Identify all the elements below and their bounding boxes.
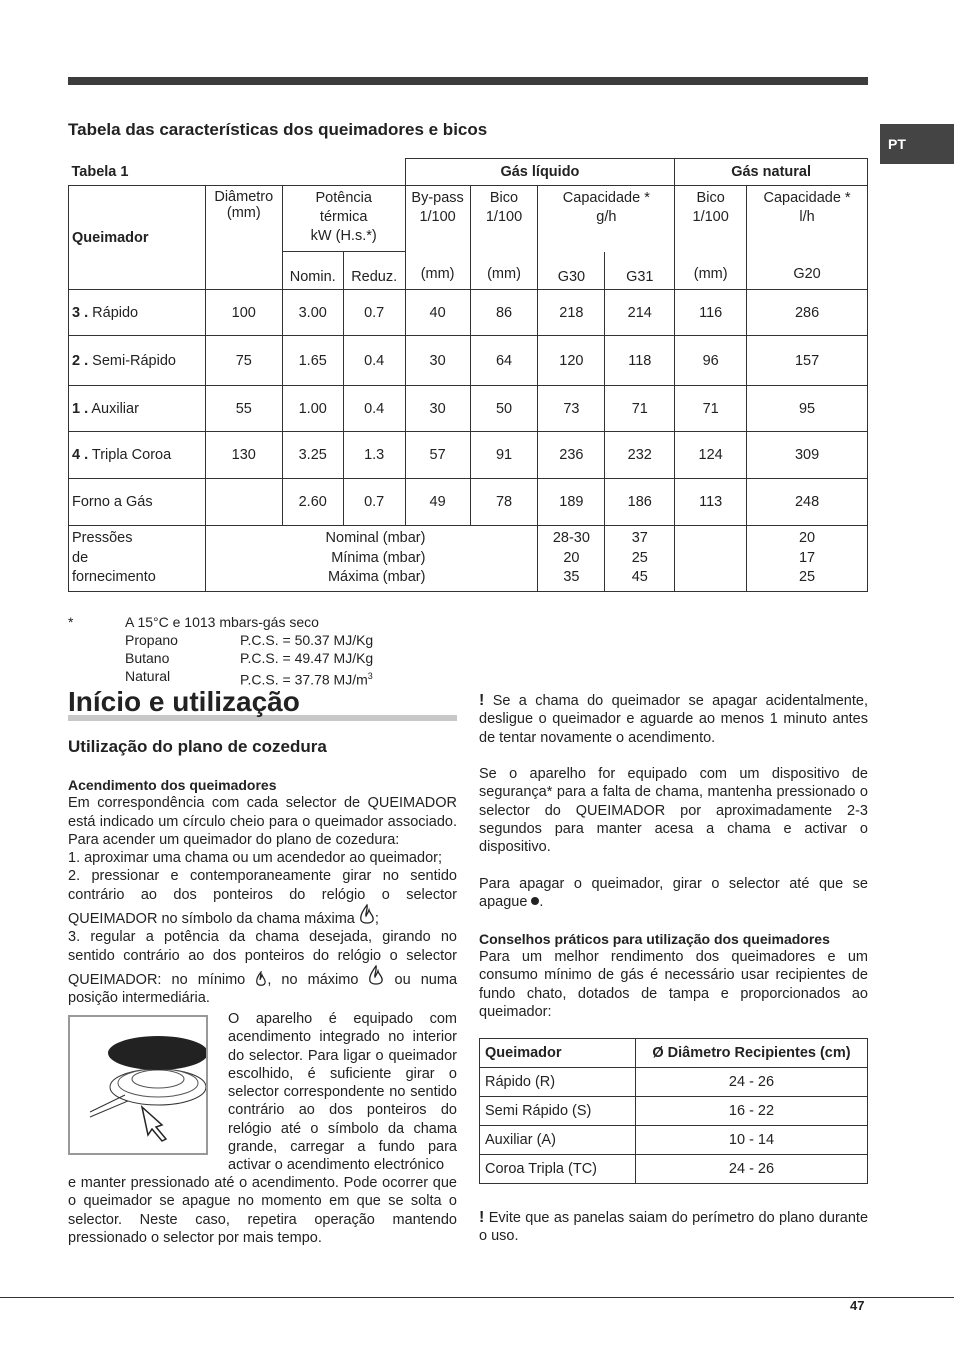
warning-icon: ! [479,1209,485,1226]
language-tab: PT [880,124,954,164]
section-title: Tabela das características dos queimadores e bicos [68,120,488,139]
table-row: Rápido (R) 24 - 26 [480,1068,868,1097]
table-label: Tabela 1 [71,163,129,180]
header-capacidade-liquid: Capacidade * g/h [538,186,675,252]
header-reduz: Reduz. [343,252,405,290]
ignition-heading: Acendimento dos queimadores [68,777,277,793]
right-column: ! Se a chama do queimador se apagar acidentalmente, desligue o queimador e aguarde ao menos 1 minuto antes de tentar novamente o acendimento. Se o aparelho for equipado com um dispositivo de segurança* para a falta de chama, mantenha pressionado o selector do QUEIMADOR por aproximadamente 2-3 segundos para manter acesa a chama e activar o dispositivo. Para apagar o queimador, girar o selector até que se apague . Conselhos práticos para utilização dos queimadores Para um melhor rendimento dos queimadores e um consumo mínimo de gás é necessário usar recipientes de fundo chato, dotados de tampa e proporcionados ao queimador: [479,692,868,1021]
flame-max-icon [368,965,384,987]
table-row: Forno a Gás 2.60 0.7 49 78 189 186 113 248 [69,479,868,526]
burner-illustration [68,1015,208,1155]
table-row: 3 . Rápido 100 3.00 0.7 40 86 218 214 116 286 [69,290,868,336]
top-rule [68,77,868,85]
pressure-row: Pressões de fornecimento Nominal (mbar) Mínima (mbar) Máxima (mbar) 28-30 20 35 37 25 45 20 17 25 [69,526,868,592]
burner-drawing [70,1017,206,1153]
table-row: 1 . Auxiliar 55 1.00 0.4 30 50 73 71 71 95 [69,386,868,432]
header-nomin: Nomin. [282,252,343,290]
header-bypass: By-pass 1/100 (mm) [405,186,470,290]
flame-max-icon [359,904,375,926]
table-row: Auxiliar (A) 10 - 14 [480,1126,868,1155]
left-column: Acendimento dos queimadores Em correspondência com cada selector de QUEIMADOR está indicado um círculo cheio para o queimador associado. Para acender um queimador do plano de cozedura: 1. aproximar uma chama ou um acendedor ao queimador; 2. pressionar e contemporaneamente girar no sentido contrário ao dos ponteiros do relógio o selector QUEIMADOR no símbolo da chama máxima ; 3. regular a potência da chama desejada, girando no sentido contrário ao dos ponteiros do relógio o selector QUEIMADOR: no mínimo , no máximo ou numa posição intermediária. [68,777,458,1007]
burner-characteristics-table [68,158,868,592]
table-row: 2 . Semi-Rápido 75 1.65 0.4 30 64 120 118 96 157 [69,336,868,386]
header-capacidade-natural: Capacidade * l/h G20 [747,186,868,290]
group-natural-gas: Gás natural [675,159,868,186]
warning-icon: ! [479,692,485,709]
header-bico: Bico 1/100 (mm) [470,186,538,290]
advice-heading: Conselhos práticos para utilização dos queimadores [479,930,830,947]
flame-min-icon [255,971,267,987]
header-g31: G31 [605,252,675,290]
group-liquid-gas: Gás líquido [405,159,675,186]
table-row: Coroa Tripla (TC) 24 - 26 [480,1155,868,1184]
sub-title: Utilização do plano de cozedura [68,737,327,756]
ignition-text: O aparelho é equipado com acendimento integrado no interior do selector. Para ligar o queimador escolhido, é suficiente girar o selector correspondente no sentido contrário ao dos ponteiros do relógio até o símbolo da chama grande, carregar a fundo para activar o acendimento electrónico [228,1011,457,1174]
table-notes: * A 15°C e 1013 mbars-gás seco Propano P.C.S. = 50.37 MJ/Kg Butano P.C.S. = 49.47 MJ/Kg Natural P.C.S. = 37.78 $MJ/m^3$ [68,614,374,688]
main-title: Início e utilização [68,686,300,717]
header-potencia: Potência térmica kW (H.s.*) [282,186,405,252]
bottom-rule [0,1297,954,1298]
header-bico-natural: Bico 1/100 (mm) [675,186,747,290]
header-queimador: Queimador [69,186,206,290]
pan-warning: ! Evite que as panelas saiam do perímetro do plano durante o uso. [479,1209,869,1245]
table-row: Semi Rápido (S) 16 - 22 [480,1097,868,1126]
table-row: 4 . Tripla Coroa 130 3.25 1.3 57 91 236 232 124 309 [69,432,868,479]
pan-diameter-table: Queimador Ø Diâmetro Recipientes (cm) Rápido (R) 24 - 26 Semi Rápido (S) 16 - 22 Auxiliar (A) 10 - 14 Coroa Tripla (TC) 24 - 26 [479,1038,868,1184]
header-g30: G30 [538,252,605,290]
ignition-text-continued: e manter pressionado até o acendimento. Pode ocorrer que o queimador se apague no momento em que se solta o selector. Neste caso, repetira operação mantendo pressionado o selector por mais tempo. [68,1175,457,1246]
header-diametro: Diâmetro (mm) [205,186,282,290]
page-number: 47 [850,1298,865,1313]
